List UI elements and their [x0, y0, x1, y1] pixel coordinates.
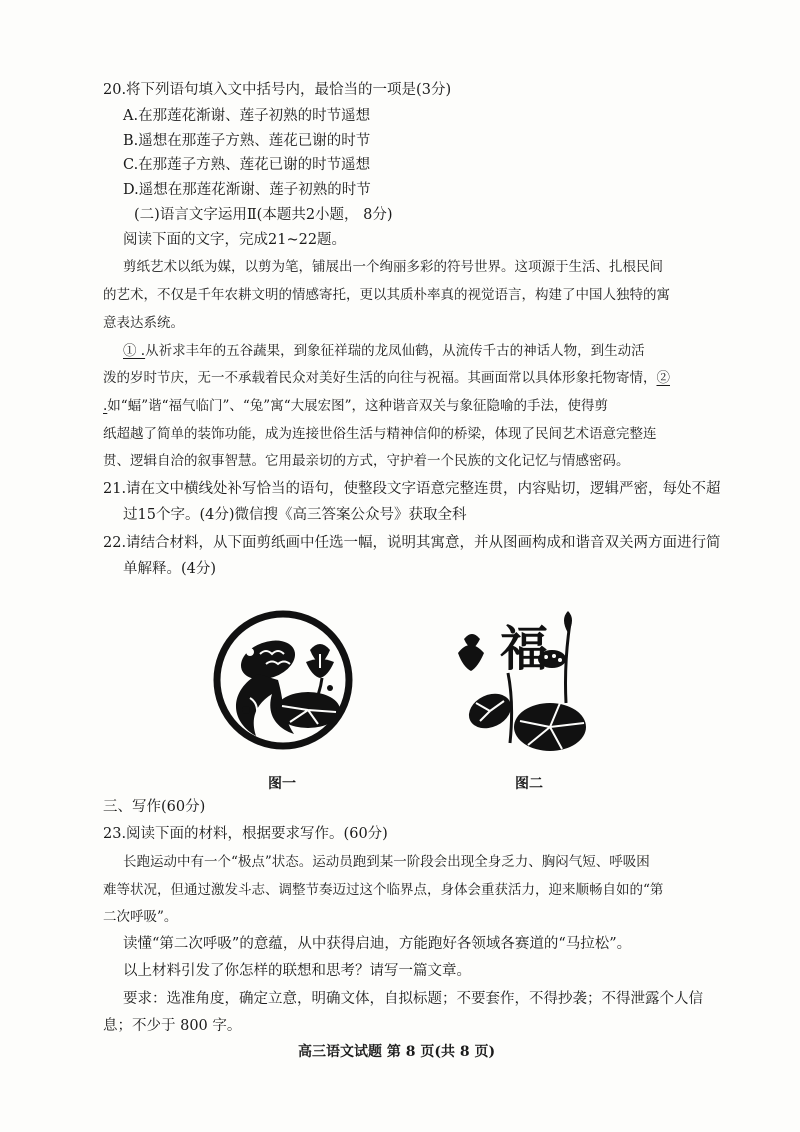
blank-2: ② [656, 370, 670, 386]
q23-stem: 23.阅读下面的材料，根据要求写作。(60分) [103, 826, 388, 842]
blank-1: ① . [123, 343, 146, 359]
passage-p2-line2 [103, 368, 670, 388]
passage-p2-line1 [123, 341, 645, 361]
q23-requirements-line1: 要求：选准角度，确定立意，明确文体，自拟标题；不要套作，不得抄袭；不得泄露个人信 [123, 991, 703, 1007]
watermark-text: 微信搜《高三答案公众号》获取全科 [234, 507, 467, 523]
passage-p2-line1-text: 从祈求丰年的五谷蔬果，到象征祥瑞的龙凤仙鹤，从流传千古的神话人物，到生动活 [145, 343, 645, 359]
q23-material-line2: 难等状况，但通过激发斗志、调整节奏迈过这个临界点，身体会重获活力，迎来顺畅自如的“第 [103, 882, 664, 898]
q21-line2-text: 过15个字。(4分) [123, 507, 235, 523]
q23-line4: 读懂“第二次呼吸”的意蕴，从中获得启迪，方能跑好各领域各赛道的“马拉松”。 [123, 936, 632, 952]
q23-material-line1: 长跑运动中有一个“极点”状态。运动员跑到某一阶段会出现全身乏力、胸闷气短、呼吸困 [123, 854, 650, 870]
passage-p2-line2-text: 泼的岁时节庆，无一不承载着民众对美好生活的向往与祝福。其画面常以具体形象托物寄情， [103, 370, 657, 386]
passage-p2-line5: 贯、逻辑自洽的叙事智慧。它用最亲切的方式，守护着一个民族的文化记忆与情感密码。 [103, 453, 630, 469]
fu-character: 福 [500, 621, 549, 677]
q23-material-line3: 二次呼吸”。 [103, 909, 178, 925]
passage-p1-line3: 意表达系统。 [103, 315, 184, 331]
q21-line1: 21.请在文中横线处补写恰当的语句，使整段文字语意完整连贯，内容贴切，逻辑严密，每处不超 [103, 481, 721, 497]
papercut-figure-2 [450, 603, 592, 753]
passage-p2-line4: 纸超越了简单的装饰功能，成为连接世俗生活与精神信仰的桥梁，体现了民间艺术语意完整连 [103, 426, 657, 442]
q23-line5: 以上材料引发了你怎样的联想和思考？请写一篇文章。 [123, 963, 471, 979]
q23-requirements-line2: 息；不少于 800 字。 [103, 1018, 242, 1034]
q20-option-c: C.在那莲子方熟、莲花已谢的时节遥想 [123, 157, 371, 173]
passage-p2-line3 [103, 396, 608, 416]
q22-line2: 单解释。(4分) [123, 561, 217, 577]
section3-heading: 三、写作(60分) [103, 799, 206, 815]
passage-p1-line2: 的艺术，不仅是千年农耕文明的情感寄托，更以其质朴率真的视觉语言，构建了中国人独特的寓 [103, 287, 670, 303]
passage-p2-line3-text: 如“蝠”谐“福气临门”、“兔”寓“大展宏图”，这种谐音双关与象征隐喻的手法，使得剪 [107, 398, 609, 414]
q20-option-b: B.遥想在那莲子方熟、莲花已谢的时节 [123, 133, 371, 149]
q20-option-d: D.遥想在那莲花渐谢、莲子初熟的时节 [123, 182, 371, 198]
section2-heading: (二)语言文字运用Ⅱ(本题共2小题， 8分) [134, 207, 393, 223]
section2-instruction: 阅读下面的文字，完成21~22题。 [123, 232, 347, 248]
q21-line2 [123, 505, 467, 525]
q20-stem: 20.将下列语句填入文中括号内，最恰当的一项是(3分) [103, 82, 452, 98]
q22-line1: 22.请结合材料，从下面剪纸画中任选一幅，说明其寓意，并从图画构成和谐音双关两方面进行简 [103, 535, 721, 551]
passage-p1-line1: 剪纸艺术以纸为媒，以剪为笔，铺展出一个绚丽多彩的符号世界。这项源于生活、扎根民间 [123, 259, 663, 275]
blank-2-end: . [103, 398, 108, 414]
page-footer: 高三语文试题 第 8 页(共 8 页) [298, 1044, 496, 1060]
q20-option-a: A.在那莲花渐谢、莲子初熟的时节遥想 [123, 108, 371, 124]
figure-1-caption: 图一 [268, 776, 296, 792]
papercut-figure-1 [210, 610, 356, 750]
figure-2-caption: 图二 [515, 776, 543, 792]
